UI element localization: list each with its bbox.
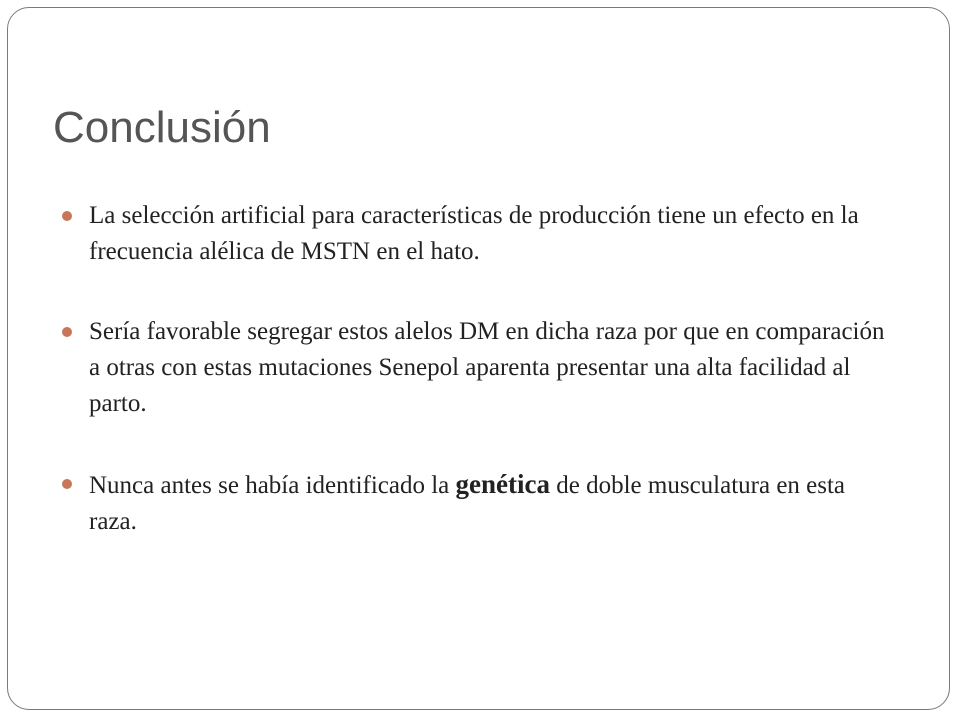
bullet-text-after: de doble musculatura en esta raza. [89, 472, 846, 535]
bullet-emphasis: genética [455, 469, 550, 499]
bullet-dot-icon [62, 327, 72, 337]
slide-frame [7, 7, 950, 710]
bullet-text: La selección artificial para características de producción tiene un efecto en la frecuencia alélica de MSTN en el hato. [89, 202, 859, 265]
bullet-item [58, 466, 898, 540]
bullet-dot-icon [62, 479, 72, 489]
bullet-item [58, 314, 898, 422]
bullet-text-before: Nunca antes se había identificado la [89, 472, 456, 499]
bullet-list [58, 198, 898, 584]
slide-title: Conclusión [53, 103, 271, 152]
bullet-text: Sería favorable segregar estos alelos DM en dicha raza por que en comparación a otras con estas mutaciones Senepol aparenta presentar una alta facilidad al parto. [89, 318, 885, 417]
bullet-item [58, 198, 898, 270]
bullet-dot-icon [62, 211, 72, 221]
